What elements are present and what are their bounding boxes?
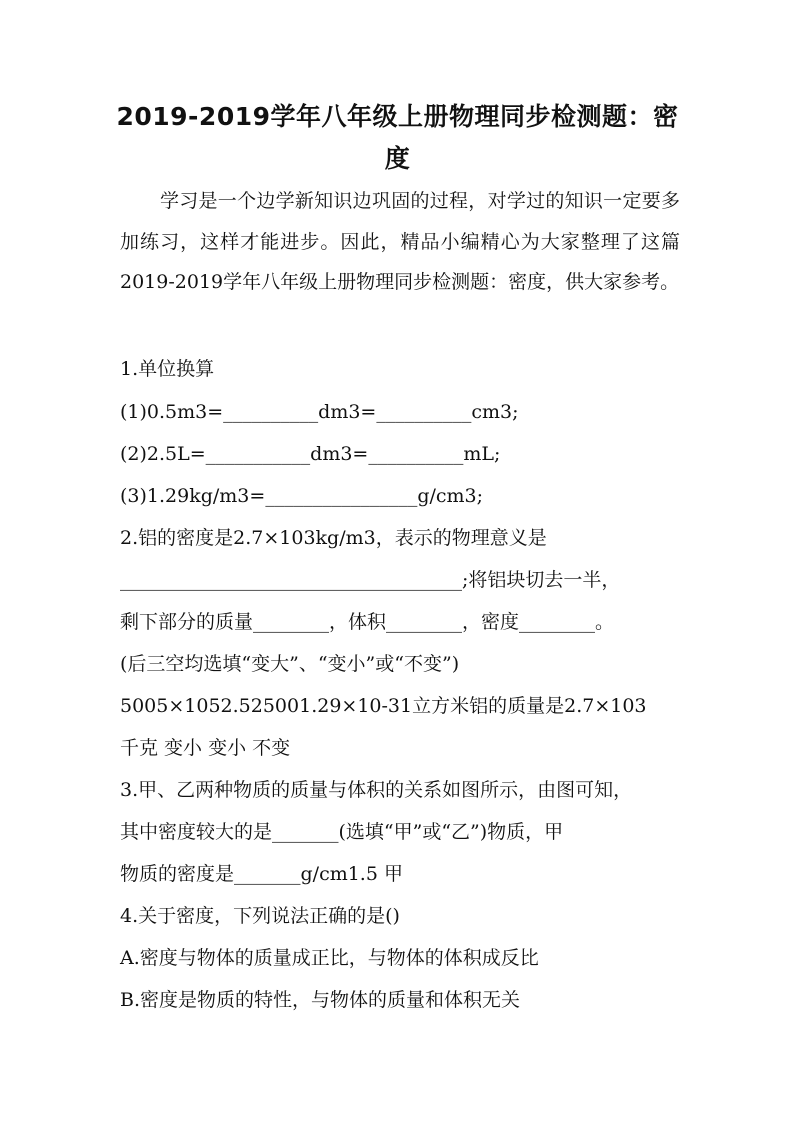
question-2-line-1: 2.铝的密度是2.7×103kg/m3，表示的物理意义是 <box>120 527 547 549</box>
question-3-line-1: 3.甲、乙两种物质的质量与体积的关系如图所示，由图可知， <box>120 779 633 801</box>
question-1-item-1: (1)0.5m3=__________dm3=__________cm3; <box>120 401 519 423</box>
question-2-line-2: ____________________________________;将铝块切去一半， <box>120 569 621 591</box>
question-3-line-3: 物质的密度是_______g/cm1.5 甲 <box>120 863 403 885</box>
question-1-item-3: (3)1.29kg/m3=________________g/cm3; <box>120 485 484 507</box>
question-3-line-2: 其中密度较大的是_______(选填“甲”或“乙”)物质，甲 <box>120 821 564 843</box>
intro-paragraph: 学习是一个边学新知识边巩固的过程，对学过的知识一定要多加练习，这样才能进步。因此，精品小编精心为大家整理了这篇2019-2019学年八年级上册物理同步检测题：密度，供大家参考。 <box>120 190 680 293</box>
question-4-heading: 4.关于密度，下列说法正确的是() <box>120 905 400 927</box>
question-2-note: (后三空均选填“变大”、“变小”或“不变”) <box>120 653 460 675</box>
question-1-heading: 1.单位换算 <box>120 358 215 380</box>
question-4-option-a: A.密度与物体的质量成正比，与物体的体积成反比 <box>120 947 539 969</box>
question-2-answer-1: 5005×1052.525001.29×10-31立方米铝的质量是2.7×103 <box>120 695 647 717</box>
question-2-answer-2: 千克 变小 变小 不变 <box>120 737 291 759</box>
question-2-line-3: 剩下部分的质量________，体积________，密度________。 <box>120 611 615 633</box>
question-1-item-2: (2)2.5L=___________dm3=__________mL; <box>120 443 501 465</box>
question-4-option-b: B.密度是物质的特性，与物体的质量和体积无关 <box>120 989 521 1011</box>
document-title: 2019-2019学年八年级上册物理同步检测题：密度 <box>116 102 679 173</box>
